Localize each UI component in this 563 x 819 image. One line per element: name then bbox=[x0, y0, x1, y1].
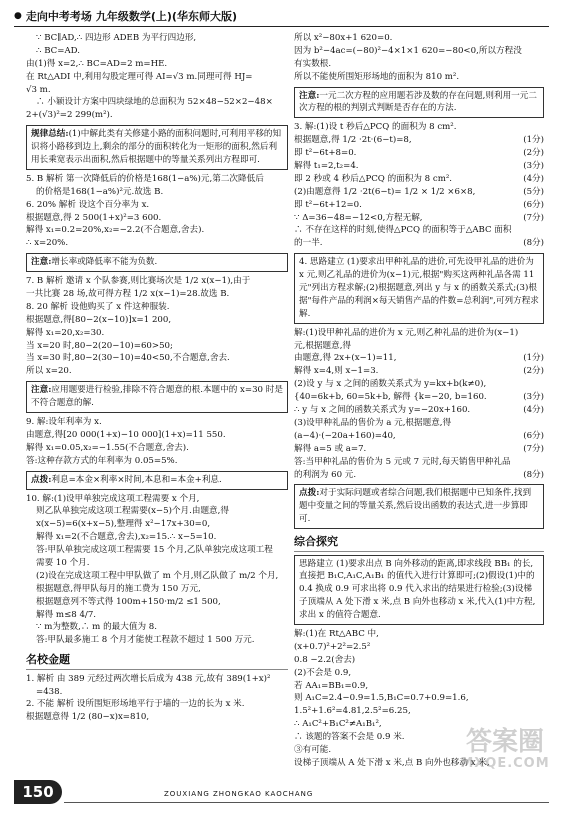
text-line bbox=[294, 680, 544, 693]
line-text: √3 m. bbox=[26, 84, 51, 95]
right-column bbox=[294, 32, 544, 770]
line-text: 解得 x₁=0.05,x₂=−1.55(不合题意,舍去). bbox=[26, 442, 189, 453]
text-line bbox=[294, 160, 544, 173]
line-text: 3. 解:(1)设 t 秒后△PCQ 的面积为 8 cm². bbox=[294, 122, 457, 133]
text-line bbox=[294, 469, 544, 482]
note-label: 注意: bbox=[31, 257, 52, 268]
line-text: 一共比赛 28 场,故可得方程 1/2 x(x−1)=28.故选 B. bbox=[26, 289, 230, 300]
text-line bbox=[26, 58, 288, 71]
text-line bbox=[26, 314, 288, 327]
line-text: 2+(√3)²=2 299(m²). bbox=[26, 110, 113, 121]
line-text: 2. 不能 解析 设所围矩形场地平行于墙的一边的长为 x 米. bbox=[26, 699, 245, 710]
text-line bbox=[26, 84, 288, 97]
text-line bbox=[294, 641, 544, 654]
text-line bbox=[26, 621, 288, 634]
note-box bbox=[26, 125, 288, 170]
text-line bbox=[294, 327, 544, 340]
text-line bbox=[294, 352, 544, 365]
line-text: 在 Rt△ADI 中,利用勾股定理可得 AI=√3 m.同理可得 HJ= bbox=[26, 71, 253, 82]
line-text: 10. 解:(1)设甲单独完成这项工程需要 x 个月, bbox=[26, 493, 200, 504]
line-text: (2)不会是 0.9, bbox=[294, 667, 352, 678]
line-text: 解得 x=4,则 x−1=3. bbox=[294, 366, 379, 377]
text-line bbox=[294, 199, 544, 212]
section-heading: 综合探究 bbox=[294, 534, 544, 552]
line-text: (3)设甲种礼品的售价为 a 元,根据题意,得 bbox=[294, 417, 452, 428]
text-line bbox=[26, 557, 288, 570]
line-text: (a−4)·(−20a+160)=40, bbox=[294, 430, 396, 441]
line-text: 的利润为 60 元. bbox=[294, 469, 357, 480]
line-text: 所以 x²−80x+1 620=0. bbox=[294, 33, 393, 43]
text-line bbox=[294, 71, 544, 84]
text-line bbox=[26, 583, 288, 596]
line-text: 9. 解:设年利率为 x. bbox=[26, 417, 102, 428]
note-text: (1)中解此类有关修建小路的面积问题时,可利用平移的知识将小路移到边上,剩余的部分的面积转化为一矩形的面积,然后利用长乘宽表示出面积,然后根据题中的等量关系列出方程即可. bbox=[31, 129, 282, 166]
text-line bbox=[26, 673, 288, 686]
line-text: ∴ x=20%. bbox=[26, 238, 69, 249]
text-line bbox=[294, 417, 544, 430]
note-label: 注意: bbox=[299, 90, 320, 101]
text-line bbox=[26, 340, 288, 353]
line-text: 0.8 −2.2(舍去) bbox=[294, 654, 356, 665]
note-text: 思路建立 (1)要求出点 B 向外移动的距离,即求线段 BB₁ 的长,直接把 B₁C,A₁C,A₁B₁ 的值代入进行计算即可;(2)假设(1)中的 0.4 换成 0.9 可求出将 0.9 代入求出的结果进行检验;(3)设梯子顶端从 A 处下滑 x 米,点 B 向外也移动 x 米,代入(1)中方程,求出 x 的值符合题意. bbox=[299, 558, 536, 621]
text-line bbox=[26, 186, 288, 199]
page-footer bbox=[14, 780, 549, 810]
text-line bbox=[294, 212, 544, 225]
section-heading: 名校金题 bbox=[26, 652, 288, 670]
text-line bbox=[26, 237, 288, 250]
line-text: 元,根据题意,得 bbox=[294, 340, 352, 351]
text-line bbox=[294, 173, 544, 186]
line-text: 则乙队单独完成这项工程需要(x−5)个月.由题意,得 bbox=[36, 506, 229, 517]
text-line bbox=[294, 391, 544, 404]
line-text: 所以 x=20. bbox=[26, 366, 72, 377]
text-line bbox=[294, 186, 544, 199]
text-line bbox=[26, 32, 288, 45]
line-text: 1. 解析 由 389 元经过两次增长后成为 438 元,故有 389(1+x)² bbox=[26, 673, 271, 684]
text-line bbox=[26, 327, 288, 340]
line-text: 5. B 解析 第一次降低后的价格是168(1−a%)元,第二次降低后 bbox=[26, 173, 264, 184]
line-text: 若 AA₁=BB₁=0.9, bbox=[294, 680, 369, 691]
line-text: 由题意,得 2x+(x−1)=11, bbox=[294, 353, 397, 364]
text-line bbox=[26, 301, 288, 314]
text-line bbox=[26, 71, 288, 84]
score-points: (4分) bbox=[523, 173, 544, 184]
note-label: 规律总结: bbox=[31, 129, 69, 140]
line-text: 解:(1)设甲种礼品的进价为 x 元,则乙种礼品的进价为(x−1) bbox=[294, 327, 519, 338]
line-text: 根据题意得 1/2 (80−x)x=810, bbox=[26, 712, 150, 723]
note-label: 点拨: bbox=[299, 488, 320, 499]
text-line bbox=[26, 455, 288, 468]
note-text: 一元二次方程的应用题若涉及数的存在问题,则利用一元二次方程的根的判别式判断是否存在的方法. bbox=[299, 90, 537, 114]
text-line bbox=[294, 705, 544, 718]
line-text: 解得 a=5 或 a=7. bbox=[294, 443, 367, 454]
score-points: (4分) bbox=[523, 405, 544, 416]
text-line bbox=[26, 493, 288, 506]
score-points: (8分) bbox=[523, 469, 544, 480]
line-text: x(x−5)=6(x+x−5),整理得 x²−17x+30=0, bbox=[36, 519, 211, 530]
text-line bbox=[26, 442, 288, 455]
line-text: ∵ BC∥AD,∴ 四边形 ADEB 为平行四边形, bbox=[36, 33, 197, 43]
note-label: 点拨: bbox=[31, 474, 52, 485]
text-line bbox=[294, 58, 544, 71]
watermark-line2: MXQE.COM bbox=[460, 755, 550, 771]
text-line bbox=[294, 443, 544, 456]
line-text: 设梯子顶端从 A 处下滑 x 米,点 B 向外也移动 x 米, bbox=[294, 757, 490, 768]
line-text: 7. B 解析 邀请 x 个队参赛,则比赛场次是 1/2 x(x−1),由于 bbox=[26, 276, 251, 287]
page-number: 150 bbox=[14, 780, 62, 804]
text-line bbox=[26, 698, 288, 711]
note-label: 注意: bbox=[31, 385, 52, 396]
text-line bbox=[26, 352, 288, 365]
page-header bbox=[14, 6, 549, 27]
text-line bbox=[294, 404, 544, 417]
text-line bbox=[26, 96, 288, 109]
note-text: 利息=本金×利率×时间,本息和=本金+利息. bbox=[51, 474, 222, 485]
header-subtitle: 九年级数学(上)(华东师大版) bbox=[95, 10, 237, 23]
text-line bbox=[26, 365, 288, 378]
line-text: 所以不能使所围矩形场地的面积为 810 m². bbox=[294, 71, 460, 82]
score-points: (5分) bbox=[523, 186, 544, 197]
line-text: 当 x=20 时,80−2(20−10)=60>50; bbox=[26, 340, 173, 351]
text-line bbox=[26, 109, 288, 122]
text-line bbox=[26, 634, 288, 647]
text-line bbox=[294, 430, 544, 443]
line-text: 答:甲队单独完成这项工程需要 15 个月,乙队单独完成这项工程 bbox=[36, 545, 273, 556]
line-text: 即 t²−6t+12=0. bbox=[294, 199, 362, 210]
line-text: 解得 x₁=20,x₂=30. bbox=[26, 327, 105, 338]
text-line bbox=[26, 288, 288, 301]
text-line bbox=[294, 378, 544, 391]
header-title: 走向中考考场 bbox=[25, 10, 92, 23]
line-text: =438. bbox=[36, 686, 63, 697]
line-text: ③有可能. bbox=[294, 745, 332, 756]
score-points: (8分) bbox=[523, 238, 544, 249]
score-points: (7分) bbox=[523, 443, 544, 454]
line-text: 则 A₁C=2.4−0.9=1.5,B₁C=0.7+0.9=1.6, bbox=[294, 693, 469, 704]
line-text: 答:当甲种礼品的售价为 5 元或 7 元时,每天销售甲种礼品 bbox=[294, 456, 511, 467]
text-line bbox=[26, 711, 288, 724]
text-line bbox=[294, 237, 544, 250]
line-text: 答:甲队最多施工 8 个月才能使工程款不超过 1 500 万元. bbox=[36, 635, 255, 646]
line-text: 解得 x₁=0.2=20%,x₂=−2.2(不合题意,舍去). bbox=[26, 225, 205, 236]
note-text: 4. 思路建立 (1)要求出甲种礼品的进价,可先设甲礼品的进价为 x 元,则乙礼品的进价为(x−1)元,根据"购买这两种礼品各需 11 元"列出方程求解;(2)根据题意,列出 y 与 x 的函数关系式;(3)根据"每件产品的利润×每天销售产品的件数=总利润",可列方程求解. bbox=[299, 257, 539, 319]
line-text: ∴ BC=AD. bbox=[36, 45, 80, 56]
text-line bbox=[294, 32, 544, 45]
note-box bbox=[26, 381, 288, 413]
score-points: (1分) bbox=[523, 353, 544, 364]
footer-rule bbox=[64, 802, 549, 803]
line-text: 因为 b²−4ac=(−80)²−4×1×1 620=−80<0,所以方程没 bbox=[294, 45, 522, 56]
text-line bbox=[26, 416, 288, 429]
line-text: 由题意,得[20 000(1+x)−10 000](1+x)=11 550. bbox=[26, 429, 226, 440]
line-text: 根据题意列不等式得 100m+150·m/2 ≤1 500, bbox=[36, 596, 221, 607]
text-line bbox=[294, 365, 544, 378]
text-line bbox=[26, 544, 288, 557]
line-text: ∴ y 与 x 之间的函数关系式为 y=−20x+160. bbox=[294, 405, 471, 416]
text-line bbox=[26, 518, 288, 531]
text-line bbox=[294, 121, 544, 134]
line-text: 解得 t₁=2,t₂=4. bbox=[294, 161, 359, 172]
note-box bbox=[294, 484, 544, 529]
score-points: (6分) bbox=[523, 430, 544, 441]
line-text: ∵ m为整数,∴ m 的最大值为 8. bbox=[36, 622, 157, 633]
line-text: 解得 m≤8 4/7. bbox=[36, 609, 97, 620]
text-line bbox=[294, 45, 544, 58]
line-text: 即 2 秒或 4 秒后△PCQ 的面积为 8 cm². bbox=[294, 173, 453, 184]
line-text: (2)由题意得 1/2 ·2t(6−t)= 1/2 × 1/2 ×6×8, bbox=[294, 186, 476, 197]
score-points: (3分) bbox=[523, 161, 544, 172]
left-column bbox=[26, 32, 288, 724]
line-text: 1.5²+1.6²=4.81,2.5²=6.25, bbox=[294, 706, 411, 717]
line-text: 8. 20 解析 设他购买了 x 件这种服装. bbox=[26, 301, 170, 312]
text-line bbox=[294, 654, 544, 667]
score-points: (2分) bbox=[523, 366, 544, 377]
text-line bbox=[26, 199, 288, 212]
text-line bbox=[26, 224, 288, 237]
score-points: (2分) bbox=[523, 148, 544, 159]
text-line bbox=[26, 429, 288, 442]
line-text: 答:这种存款方式的年利率为 0.05=5%. bbox=[26, 455, 178, 466]
text-line bbox=[294, 147, 544, 160]
text-line bbox=[26, 596, 288, 609]
line-text: (2)设在完成这项工程中甲队做了 m 个月,则乙队做了 m/2 个月, bbox=[36, 570, 279, 581]
line-text: 有实数根. bbox=[294, 58, 332, 69]
text-line bbox=[26, 212, 288, 225]
score-points: (1分) bbox=[523, 135, 544, 146]
score-points: (3分) bbox=[523, 392, 544, 403]
watermark-line1: 答案圈 bbox=[465, 727, 544, 757]
note-box bbox=[294, 253, 544, 323]
text-line bbox=[294, 340, 544, 353]
text-line bbox=[26, 570, 288, 583]
score-points: (6分) bbox=[523, 199, 544, 210]
line-text: ∴ 小颖设计方案中四块绿地的总面积为 52×48−52×2−48× bbox=[36, 97, 273, 108]
line-text: 当 x=30 时,80−2(30−10)=40<50,不合题意,舍去. bbox=[26, 353, 230, 364]
line-text: 根据题意,得[80−2(x−10)]x=1 200, bbox=[26, 314, 172, 325]
note-text: 增长率或降低率不能为负数. bbox=[51, 257, 158, 268]
line-text: 根据题意,得 2 500(1+x)²=3 600. bbox=[26, 212, 162, 223]
line-text: 解:(1)在 Rt△ABC 中, bbox=[294, 629, 379, 640]
note-box bbox=[26, 253, 288, 272]
note-text: 应用题要进行检验,排除不符合题意的根.本题中的 x=30 时是不符合题意的解. bbox=[31, 385, 283, 409]
line-text: 根据题意,得甲队每月的施工费为 150 万元, bbox=[36, 583, 201, 594]
text-line bbox=[294, 134, 544, 147]
line-text: 由(1)得 x=2,∴ BC=AD=2 m=HE. bbox=[26, 58, 168, 69]
line-text: ∴ 该题的答案不会是 0.9 米. bbox=[294, 732, 405, 743]
header-bullet: ● bbox=[14, 11, 22, 21]
text-line bbox=[26, 45, 288, 58]
text-line bbox=[26, 505, 288, 518]
text-line bbox=[294, 456, 544, 469]
note-box bbox=[294, 555, 544, 625]
text-line bbox=[26, 609, 288, 622]
line-text: (2)设 y 与 x 之间的函数关系式为 y=kx+b(k≠0), bbox=[294, 379, 487, 390]
line-text: (x+0.7)²+2²=2.5² bbox=[294, 641, 371, 652]
line-text: 解得 x₁=2(不合题意,舍去),x₂=15.∴ x−5=10. bbox=[36, 532, 217, 543]
footer-running-text: ZOUXIANG ZHONGKAO KAOCHANG bbox=[164, 790, 314, 798]
line-text: 根据题意,得 1/2 ·2t·(6−t)=8, bbox=[294, 135, 412, 146]
text-line bbox=[26, 275, 288, 288]
line-text: ∴ 不存在这样的时刻,使得△PCQ 的面积等于△ABC 面积 bbox=[294, 225, 512, 236]
text-line bbox=[294, 628, 544, 641]
line-text: 需要 10 个月. bbox=[36, 557, 90, 568]
text-line bbox=[294, 692, 544, 705]
text-line bbox=[26, 531, 288, 544]
line-text: ∴ A₁C²+B₁C²≠A₁B₁², bbox=[294, 719, 382, 730]
line-text: 的价格是168(1−a%)²元.故选 B. bbox=[36, 186, 164, 197]
line-text: 即 t²−6t+8=0. bbox=[294, 148, 357, 159]
note-text: 对于实际问题或者综合问题,我们根据题中已知条件,找到题中变量之间的等量关系,然后设出函数的表达式,进一步算即可. bbox=[299, 488, 532, 525]
text-line bbox=[294, 667, 544, 680]
line-text: 6. 20% 解析 设这个百分率为 x. bbox=[26, 199, 150, 210]
line-text: 的一半. bbox=[294, 238, 323, 249]
line-text: ∵ Δ=36−48=−12<0,方程无解, bbox=[294, 212, 423, 223]
text-line bbox=[26, 173, 288, 186]
note-box bbox=[294, 87, 544, 119]
text-line bbox=[26, 686, 288, 699]
line-text: {40=6k+b, 60=5k+b, 解得 {k=−20, b=160. bbox=[294, 392, 487, 403]
note-box bbox=[26, 471, 288, 490]
text-line bbox=[294, 224, 544, 237]
score-points: (7分) bbox=[523, 212, 544, 223]
